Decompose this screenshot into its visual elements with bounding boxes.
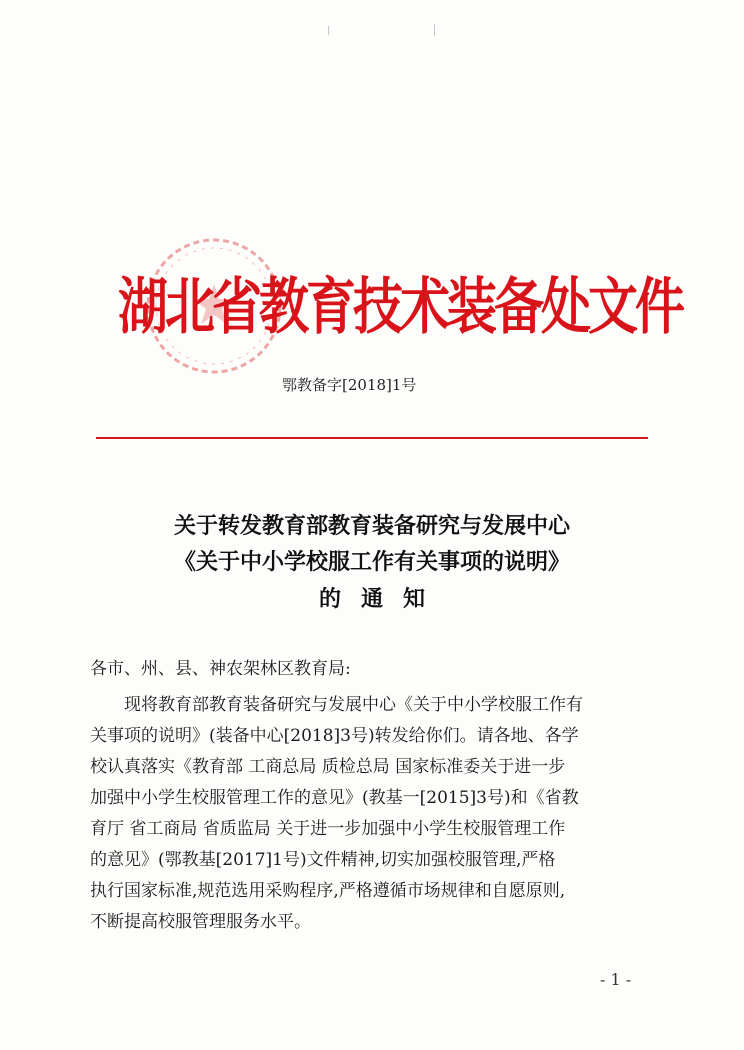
notice-title-line-3: 的通知 (318, 587, 445, 612)
body-line: 育厅 省工商局 省质监局 关于进一步加强中小学生校服管理工作 (90, 819, 566, 839)
notice-title-line-1: 关于转发教育部教育装备研究与发展中心 (173, 514, 570, 539)
document-number: 鄂教备字[2018]1号 (282, 376, 417, 394)
issuer-header: 湖北省教育技术装备处文件 (118, 271, 682, 343)
notice-title-line-2: 《关于中小学校服工作有关事项的说明》 (173, 550, 570, 575)
red-divider-line (96, 437, 648, 439)
body-line: 不断提高校服管理服务水平。 (90, 912, 311, 932)
body-line: 的意见》(鄂教基[2017]1号)文件精神,切实加强校服管理,严格 (90, 850, 556, 870)
body-line: 校认真落实《教育部 工商总局 质检总局 国家标准委关于进一步 (90, 757, 566, 777)
scan-mark (434, 24, 435, 36)
body-line: 关事项的说明》(装备中心[2018]3号)转发给你们。请各地、各学 (90, 726, 579, 746)
body-line: 加强中小学生校服管理工作的意见》(教基一[2015]3号)和《省教 (90, 788, 579, 808)
page-number: - 1 - (600, 970, 632, 989)
scan-mark (328, 26, 329, 35)
body-line: 执行国家标准,规范选用采购程序,严格遵循市场规律和自愿原则, (90, 881, 566, 901)
salutation: 各市、州、县、神农架林区教育局: (90, 659, 351, 679)
body-line: 现将教育部教育装备研究与发展中心《关于中小学校服工作有 (90, 695, 583, 715)
